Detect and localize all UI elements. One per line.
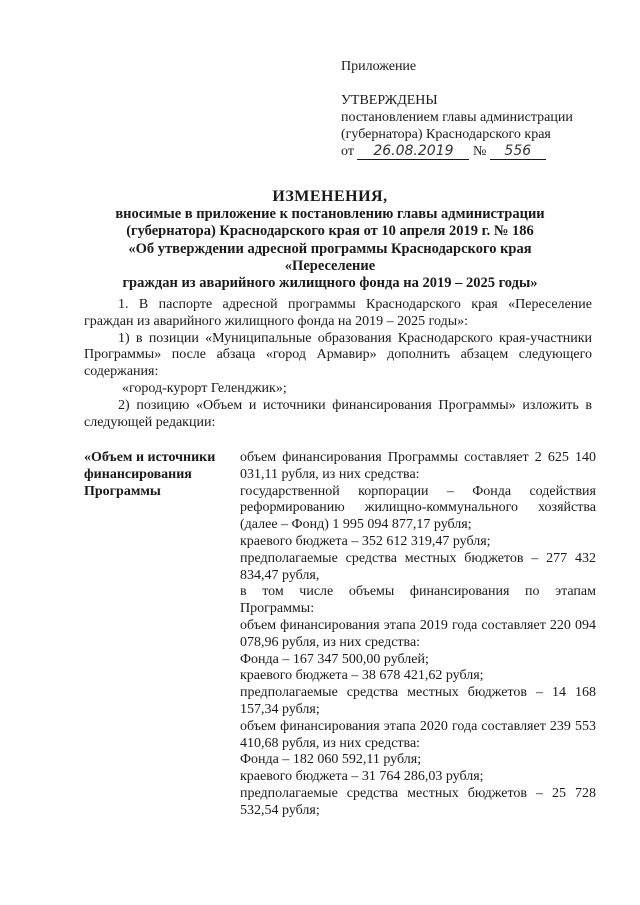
heading-line-2: (губернатора) Краснодарского края от 10 апреля 2019 г. № 186: [126, 223, 534, 240]
financing-line: краевого бюджета – 352 612 319,47 рубля;: [240, 533, 491, 549]
financing-line: в том числе объемы финансирования по этапам Программы:: [240, 584, 596, 617]
financing-line: государственной корпорации – Фонда содействия реформированию жилищно-коммунального хозяйства (далее – Фонд) 1 995 094 877,17 рубля;: [240, 483, 596, 533]
heading-line-1: вносимые в приложение к постановлению главы администрации: [115, 206, 545, 223]
financing-line: объем финансирования этапа 2020 года составляет 239 553 410,68 рубля, из них средства:: [240, 718, 596, 751]
financing-line: Фонда – 167 347 500,00 рублей;: [240, 651, 429, 667]
approved-label: УТВЕРЖДЕНЫ: [341, 93, 438, 108]
financing-line: объем финансирования Программы составляет 2 625 140 031,11 рубля, из них средства:: [240, 450, 596, 482]
paragraph-2: 1) в позиции «Муниципальные образования Краснодарского края-участники Программы» после абзаца «город Армавир» дополнить абзацем следующего содержания:: [84, 330, 592, 380]
document-body: [84, 297, 592, 431]
approval-line-2: (губернатора) Краснодарского края: [341, 127, 551, 142]
appendix-label: Приложение: [341, 59, 417, 74]
financing-line: Фонда – 182 060 592,11 рубля;: [240, 752, 422, 768]
handwritten-date: 26.08.2019: [357, 144, 469, 160]
paragraph-1: 1. В паспорте адресной программы Краснодарского края «Переселение граждан из аварийного жилищного фонда на 2019 – 2025 годы»:: [84, 297, 592, 329]
handwritten-number: 556: [490, 144, 546, 160]
financing-line: краевого бюджета – 31 764 286,03 рубля;: [240, 769, 484, 785]
approval-block: [341, 58, 631, 160]
paragraph-3: «город-курорт Геленджик»;: [122, 380, 287, 396]
from-label: от: [341, 144, 354, 159]
heading-line-3: «Об утверждении адресной программы Краснодарского края «Переселение: [128, 240, 532, 274]
approval-line-1: постановлением главы администрации: [341, 110, 573, 125]
heading-title: ИЗМЕНЕНИЯ,: [272, 188, 388, 205]
financing-content: [240, 450, 596, 820]
number-label: №: [472, 144, 487, 159]
document-heading: [84, 188, 576, 292]
financing-line: предполагаемые средства местных бюджетов – 14 168 157,34 рубля;: [240, 685, 596, 717]
financing-line: объем финансирования этапа 2019 года составляет 220 094 078,96 рубля, из них средства:: [240, 617, 596, 650]
paragraph-4: 2) позицию «Объем и источники финансирования Программы» изложить в следующей редакции:: [84, 397, 592, 430]
approval-date-row: [341, 143, 631, 160]
financing-line: предполагаемые средства местных бюджетов – 277 432 834,47 рубля,: [240, 550, 596, 583]
financing-label: «Объем и источники финансирования Программы: [84, 450, 216, 499]
heading-line-4: граждан из аварийного жилищного фонда на 2019 – 2025 годы»: [122, 275, 538, 292]
financing-line: краевого бюджета – 38 678 421,62 рубля;: [240, 668, 484, 684]
financing-line: предполагаемые средства местных бюджетов – 25 728 532,54 рубля;: [240, 785, 596, 818]
